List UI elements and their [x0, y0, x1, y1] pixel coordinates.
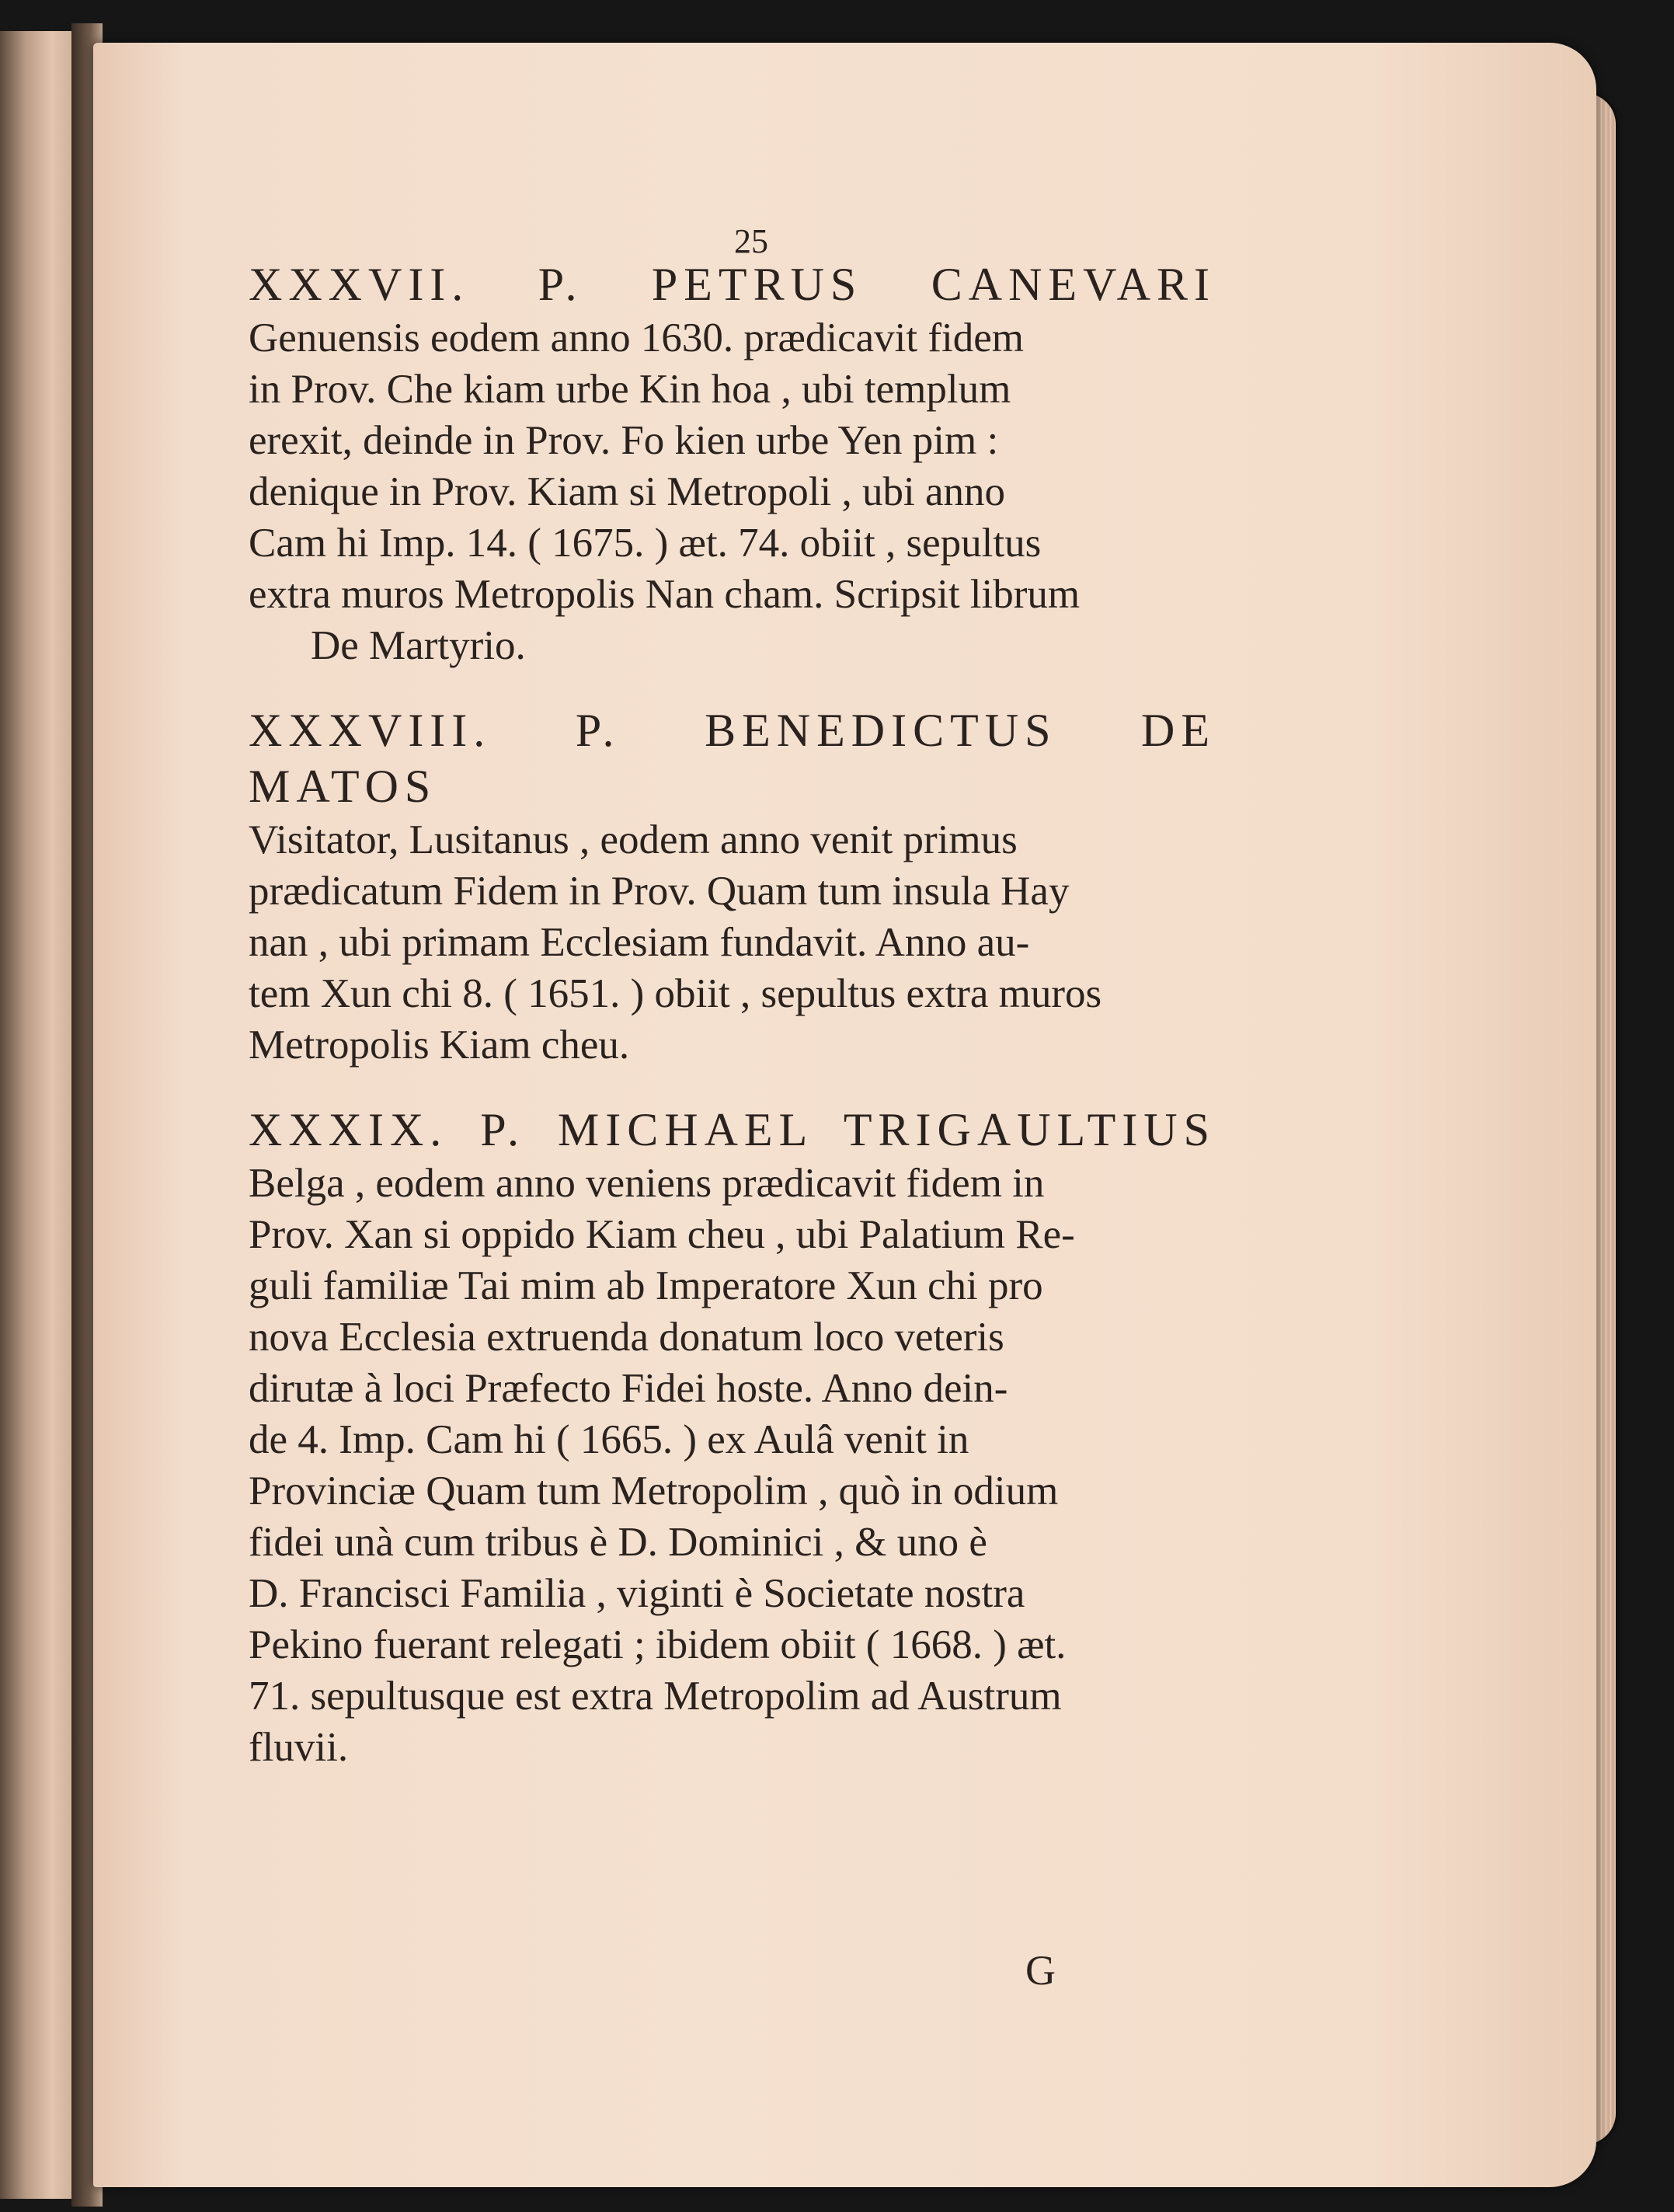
- entry-xxxix: [249, 1102, 1216, 1773]
- text-line: Provinciæ Quam tum Metropolim , quò in odium: [249, 1468, 1059, 1514]
- entry-xxxviii: [249, 702, 1216, 1071]
- entry-header: XXXVII. P. PETRUS CANEVARI: [249, 259, 1216, 310]
- text-line: Cam hi Imp. 14. ( 1675. ) æt. 74. obiit , sepultus: [249, 521, 1042, 566]
- text-line: Pekino fuerant relegati ; ibidem obiit ( 1668. ) æt.: [249, 1622, 1067, 1667]
- text-line: denique in Prov. Kiam si Metropoli , ubi anno: [249, 469, 1006, 514]
- entry-body: [249, 1158, 1216, 1773]
- text-line: de 4. Imp. Cam hi ( 1665. ) ex Aulâ venit in: [249, 1417, 969, 1462]
- text-line: dirutæ à loci Præfecto Fidei hoste. Anno dein-: [249, 1366, 1008, 1411]
- text-line: in Prov. Che kiam urbe Kin hoa , ubi templum: [249, 367, 1011, 412]
- entry-header: XXXIX. P. MICHAEL TRIGAULTIUS: [249, 1104, 1216, 1155]
- text-line: extra muros Metropolis Nan cham. Scripsit librum: [249, 572, 1081, 617]
- entry-body: [249, 814, 1216, 1071]
- text-line: 71. sepultusque est extra Metropolim ad Austrum: [249, 1674, 1062, 1719]
- text-line: Belga , eodem anno veniens prædicavit fidem in: [249, 1161, 1045, 1206]
- entry-body: [249, 312, 1216, 671]
- text-line: guli familiæ Tai mim ab Imperatore Xun chi pro: [249, 1263, 1043, 1308]
- text-line: prædicatum Fidem in Prov. Quam tum insula Hay: [249, 869, 1070, 914]
- text-line: Genuensis eodem anno 1630. prædicavit fidem: [249, 315, 1024, 361]
- text-line: nan , ubi primam Ecclesiam fundavit. Anno au-: [249, 920, 1030, 965]
- text-line: tem Xun chi 8. ( 1651. ) obiit , sepultus extra muros: [249, 971, 1102, 1016]
- entry-header: XXXVIII. P. BENEDICTUS DE MATOS: [249, 705, 1216, 812]
- entry-xxxvii: [249, 256, 1216, 671]
- text-line: erexit, deinde in Prov. Fo kien urbe Yen pim :: [249, 418, 999, 463]
- page-text: [249, 256, 1216, 1804]
- text-line: nova Ecclesia extruenda donatum loco veteris: [249, 1315, 1004, 1360]
- text-line: D. Francisci Familia , viginti è Societate nostra: [249, 1571, 1025, 1616]
- signature-mark: G: [1025, 1947, 1056, 1994]
- page-number: 25: [734, 222, 768, 260]
- text-line: Visitator, Lusitanus , eodem anno venit primus: [249, 817, 1018, 862]
- text-line: Metropolis Kiam cheu.: [249, 1022, 630, 1068]
- text-line: De Martyrio.: [311, 623, 526, 668]
- text-line: Prov. Xan si oppido Kiam cheu , ubi Palatium Re-: [249, 1212, 1075, 1257]
- text-line: fluvii.: [249, 1725, 349, 1770]
- text-line: fidei unà cum tribus è D. Dominici , & uno è: [249, 1520, 987, 1565]
- facing-page-edge: [0, 31, 74, 2199]
